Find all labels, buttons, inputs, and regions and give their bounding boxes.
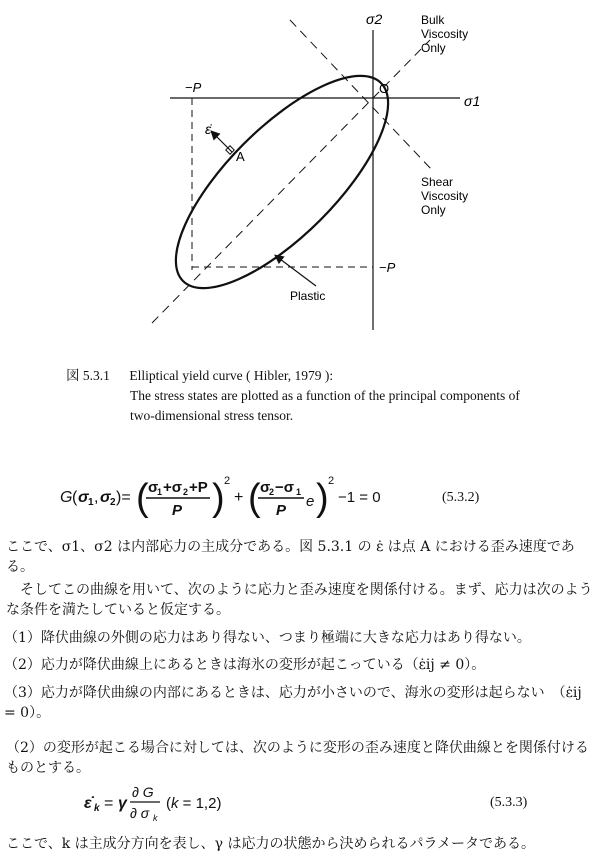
svg-text:−σ: −σ <box>275 479 295 496</box>
bulk-label-line3: Only <box>421 41 446 55</box>
yield-curve-figure <box>0 0 600 360</box>
svg-text:1: 1 <box>88 497 94 508</box>
strain-rate-arrow <box>212 132 232 152</box>
svg-text:γ: γ <box>118 795 127 812</box>
sigma2-label: σ2 <box>366 11 383 27</box>
svg-text:2: 2 <box>224 475 231 487</box>
svg-text:−1 = 0: −1 = 0 <box>338 489 381 506</box>
equation-5-3-3-render <box>80 780 340 824</box>
minus-p-right-label: −P <box>379 260 396 275</box>
svg-text:+P: +P <box>189 479 208 496</box>
svg-text:,: , <box>94 489 99 506</box>
svg-text:(: ( <box>72 489 78 506</box>
origin-label: O <box>379 81 390 96</box>
caption-line2: The stress states are plotted as a function of the principal components of <box>130 388 520 403</box>
condition-item-2: （2）応力が降伏曲線上にあるときは海氷の変形が起こっている（ε̇ij ≠ 0）。 <box>4 657 486 673</box>
epsilon-dot-label: ε̇ <box>205 121 212 137</box>
svg-text:(: ( <box>248 477 261 519</box>
caption-line3: two-dimensional stress tensor. <box>130 408 294 423</box>
shear-label-line1: Shear <box>421 175 454 189</box>
shear-viscosity-line <box>290 20 432 170</box>
svg-text:=: = <box>104 795 114 812</box>
paragraph-3: （2）の変形が起こる場合に対しては、次のように変形の歪み速度と降伏曲線とを関係付けるものとする。 <box>6 740 589 776</box>
svg-text:): ) <box>212 477 225 519</box>
svg-text:(: ( <box>136 477 149 519</box>
shear-label-line2: Viscosity <box>421 189 469 203</box>
minus-p-top-label: −P <box>185 80 202 95</box>
svg-text:2: 2 <box>183 487 189 497</box>
plastic-label: Plastic <box>290 289 326 303</box>
svg-text:): ) <box>316 477 329 519</box>
equation-5-3-2-number: (5.3.2) <box>442 490 480 505</box>
svg-text:2: 2 <box>328 475 335 487</box>
caption-title: Elliptical yield curve ( Hibler, 1979 ): <box>129 368 334 383</box>
svg-text:)=: )= <box>116 489 131 506</box>
svg-text:∂ G: ∂ G <box>132 784 154 800</box>
svg-text:2: 2 <box>110 497 116 508</box>
condition-item-1: （1）降伏曲線の外側の応力はあり得ない、つまり極端に大きな応力はあり得ない。 <box>4 630 531 646</box>
shear-label-line3: Only <box>421 203 446 217</box>
svg-text:σ: σ <box>100 489 111 506</box>
svg-text:P: P <box>172 502 183 519</box>
svg-text:σ: σ <box>148 479 159 496</box>
svg-text:2: 2 <box>269 487 275 497</box>
bulk-label-line1: Bulk <box>421 13 445 27</box>
svg-text:σ: σ <box>78 489 89 506</box>
equation-5-3-3 <box>80 780 580 824</box>
point-a-label: A <box>236 149 245 164</box>
paragraph-4: ここで、k は主成分方向を表し、γ は応力の状態から決められるパラメータである。 <box>6 836 536 852</box>
svg-text:k: k <box>153 813 158 823</box>
paragraph-1: ここで、σ1、σ2 は内部応力の主成分である。図 5.3.1 の ε̇ は点 A における歪み速度である。 <box>6 539 575 575</box>
condition-item-3: （3）応力が降伏曲線の内部にあるときは、応力が小さいので、海氷の変形は起らない （ε̇ij = 0）。 <box>4 685 582 721</box>
svg-text:e: e <box>306 493 315 510</box>
equation-5-3-3-number: (5.3.3) <box>490 795 528 810</box>
svg-text:+σ: +σ <box>163 479 183 496</box>
svg-text:1: 1 <box>157 487 163 497</box>
figure-caption <box>66 366 586 426</box>
svg-text:∂ σ: ∂ σ <box>130 805 150 821</box>
svg-text:k: k <box>94 803 100 814</box>
svg-text:+: + <box>234 489 244 506</box>
svg-text:1: 1 <box>296 487 302 497</box>
bulk-label-line2: Viscosity <box>421 27 469 41</box>
svg-text:σ: σ <box>260 479 271 496</box>
caption-number: 図 5.3.1 <box>66 368 110 383</box>
svg-text:ε̇: ε̇ <box>84 795 92 812</box>
svg-text:G: G <box>60 489 73 506</box>
plastic-arrow <box>276 256 316 286</box>
equation-5-3-2 <box>40 470 580 526</box>
svg-text:(k = 1,2): (k = 1,2) <box>166 795 222 812</box>
sigma1-label: σ1 <box>464 93 481 109</box>
paragraph-2: そしてこの曲線を用いて、次のように応力と歪み速度を関係付ける。まず、応力は次のような条件を満たしていると仮定する。 <box>6 582 593 618</box>
svg-text:P: P <box>276 502 287 519</box>
equation-5-3-2-render <box>40 470 440 526</box>
